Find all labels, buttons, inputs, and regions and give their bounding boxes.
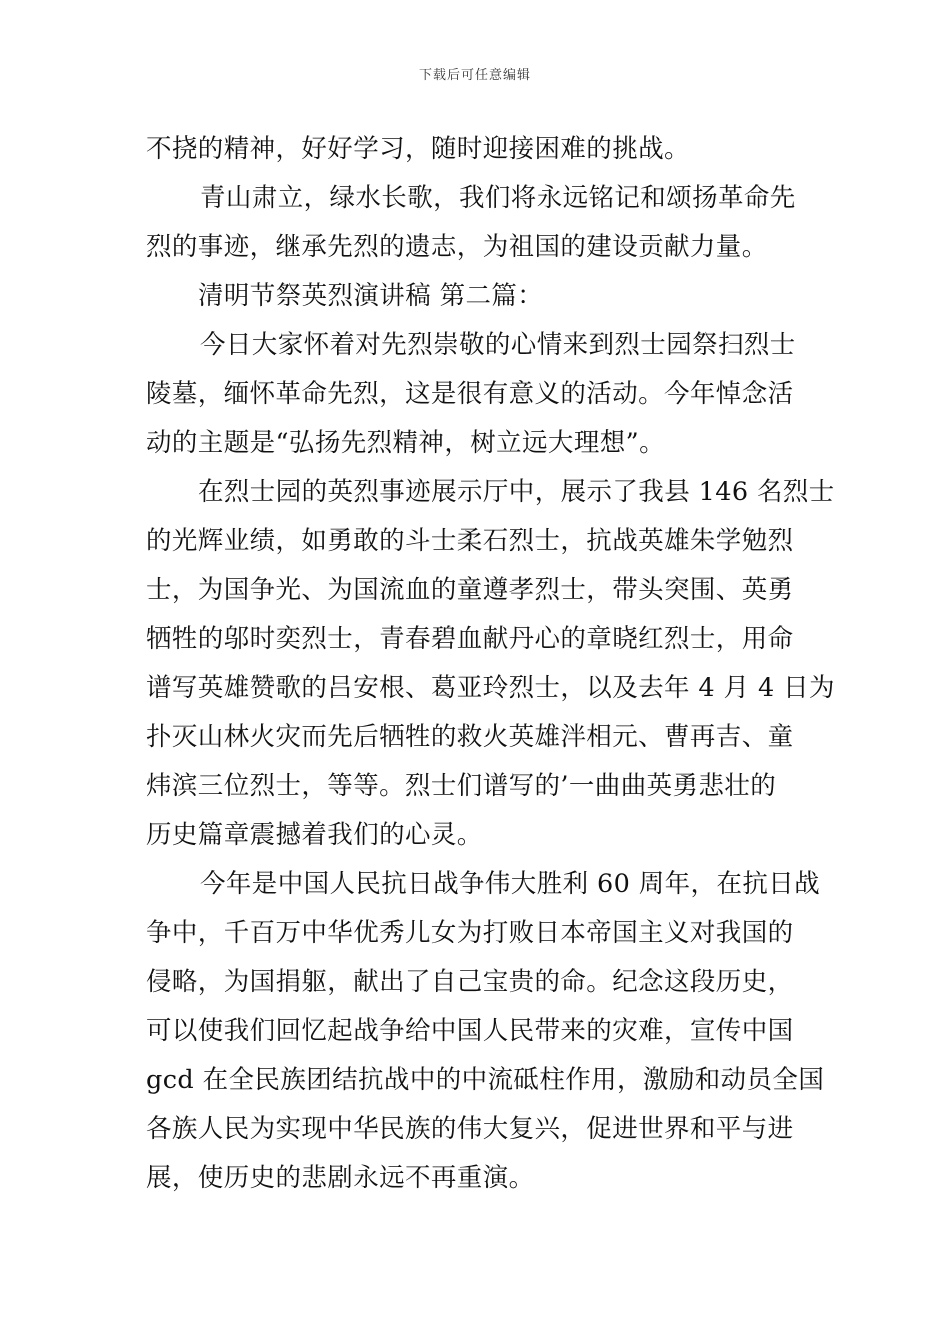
text-line: 侵略，为国捐躯，献出了自己宝贵的命。纪念这段历史， — [146, 967, 794, 997]
text-line: 今日大家怀着对先烈崇敬的心情来到烈士园祭扫烈士 — [200, 330, 796, 360]
text-line: 谱写英雄赞歌的吕安根、葛亚玲烈士，以及去年 4 月 4 日为 — [146, 673, 835, 703]
text-line: 扑灭山林火灾而先后牺牲的救火英雄泮相元、曹再吉、童 — [146, 722, 794, 752]
text-line: 青山肃立，绿水长歌，我们将永远铭记和颂扬革命先 — [200, 183, 796, 213]
document-body — [146, 125, 835, 1203]
section-heading: 清明节祭英烈演讲稿 第二篇： — [198, 281, 544, 311]
text-line: gcd 在全民族团结抗战中的中流砥柱作用，激励和动员全国 — [146, 1065, 825, 1095]
text-line: 不挠的精神，好好学习，随时迎接困难的挑战。 — [146, 134, 690, 164]
text-line: 展，使历史的悲剧永远不再重演。 — [146, 1163, 535, 1193]
text-line: 陵墓，缅怀革命先烈，这是很有意义的活动。今年悼念活 — [146, 379, 794, 409]
text-line: 的光辉业绩，如勇敢的斗士柔石烈士，抗战英雄朱学勉烈 — [146, 526, 794, 556]
text-line: 士，为国争光、为国流血的童遵孝烈士，带头突围、英勇 — [146, 575, 794, 605]
text-line: 动的主题是“弘扬先烈精神，树立远大理想”。 — [146, 428, 665, 458]
text-line: 争中，千百万中华优秀儿女为打败日本帝国主义对我国的 — [146, 918, 794, 948]
text-line: 炜滨三位烈士，等等。烈士们谱写的’一曲曲英勇悲壮的 — [146, 771, 777, 801]
page-header: 下载后可任意编辑 — [418, 68, 531, 83]
text-line: 在烈士园的英烈事迹展示厅中，展示了我县 146 名烈士 — [198, 477, 835, 507]
text-line: 可以使我们回忆起战争给中国人民带来的灾难，宣传中国 — [146, 1016, 794, 1046]
text-line: 烈的事迹，继承先烈的遗志，为祖国的建设贡献力量。 — [146, 232, 768, 262]
text-line: 历史篇章震撼着我们的心灵。 — [146, 820, 483, 850]
text-line: 牺牲的邬时奕烈士，青春碧血献丹心的章晓红烈士，用命 — [146, 624, 794, 654]
text-line: 今年是中国人民抗日战争伟大胜利 60 周年，在抗日战 — [200, 869, 821, 899]
text-line: 各族人民为实现中华民族的伟大复兴，促进世界和平与进 — [146, 1114, 794, 1144]
